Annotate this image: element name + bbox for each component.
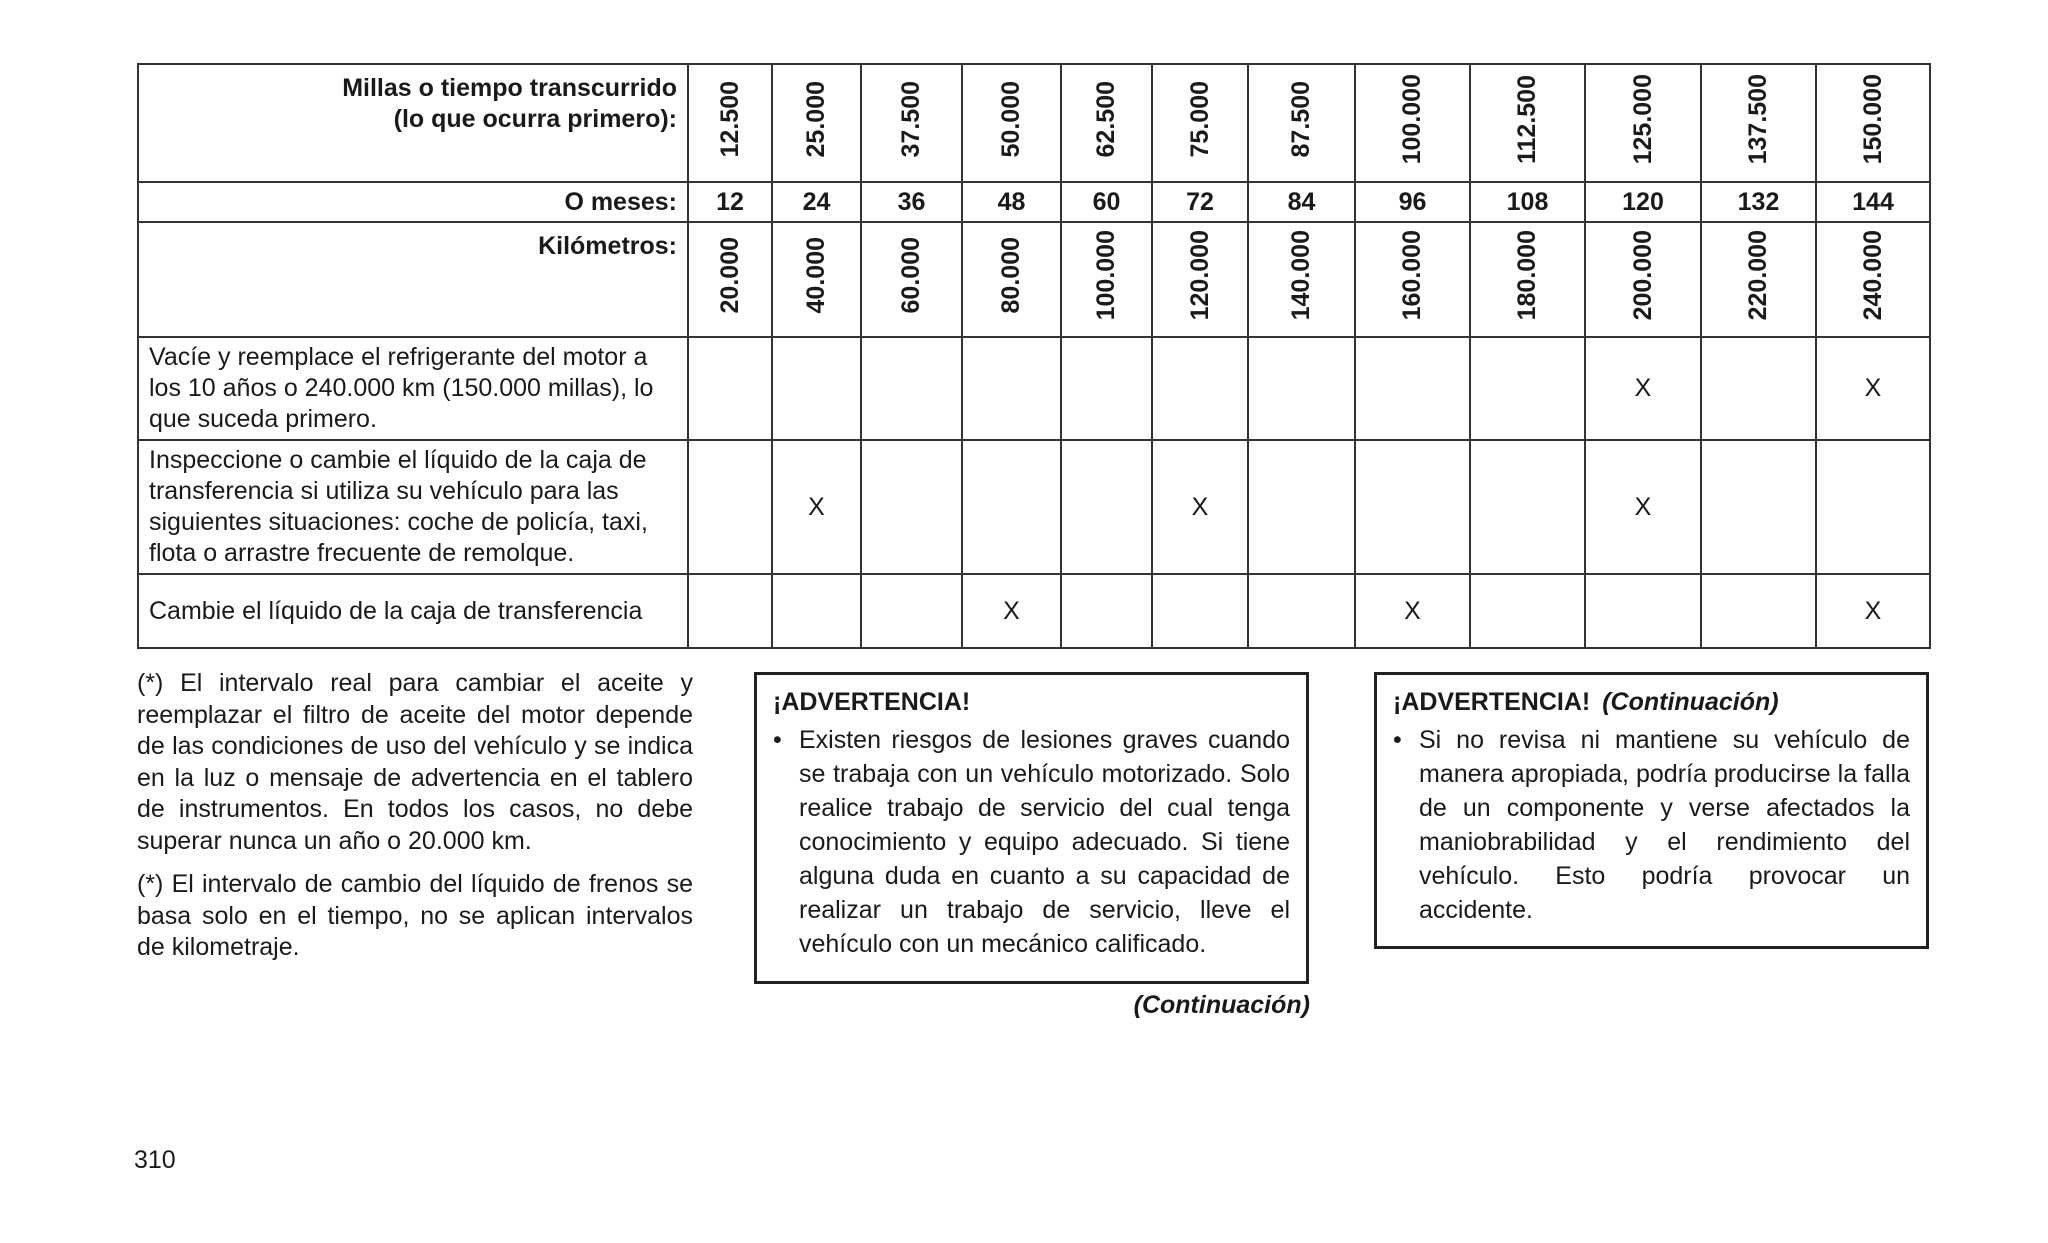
page-number: 310 [134,1146,176,1174]
km-cell [1061,222,1152,337]
service-mark: X [772,440,861,574]
miles-value: 100.000 [1398,73,1426,165]
km-cell [1248,222,1355,337]
km-value: 60.000 [897,237,925,314]
footnote-brake-fluid: (*) El intervalo de cambio del líquido de frenos se basa solo en el tiempo, no se aplican intervalos de kilometraje. [137,870,693,961]
miles-cell [1152,64,1248,182]
warning-box [754,672,1309,984]
service-mark [962,337,1061,440]
service-mark [1248,574,1355,648]
km-value: 220.000 [1744,230,1772,321]
service-mark [861,440,962,574]
service-mark [1816,440,1930,574]
months-value: 24 [772,182,861,222]
km-cell [1585,222,1701,337]
months-row [138,182,1930,222]
service-mark [1470,440,1585,574]
service-mark [1061,337,1152,440]
months-value: 12 [688,182,772,222]
service-mark [1701,440,1816,574]
km-cell [962,222,1061,337]
km-label: Kilómetros: [138,222,688,337]
miles-row [138,64,1930,182]
km-value: 180.000 [1513,230,1541,321]
km-value: 40.000 [802,237,830,314]
miles-value: 12.500 [715,80,744,158]
service-mark [1248,337,1355,440]
warning-text: Existen riesgos de lesiones graves cuando se trabaja con un vehículo motorizado. Solo realice trabajo de servicio del cual tenga conocimiento y equipo adecuado. Si tiene alguna duda en cuanto a su capacidad de realizar un trabajo de servicio, lleve el vehículo con un mecánico calificado. [799,726,1290,958]
miles-value: 112.500 [1513,74,1541,164]
service-mark [1248,440,1355,574]
service-mark [688,440,772,574]
service-mark [1061,440,1152,574]
miles-value: 62.500 [1092,80,1120,158]
miles-value: 137.500 [1744,73,1772,165]
miles-value: 75.000 [1185,80,1214,158]
warning-item [773,723,1290,961]
service-mark: X [1585,337,1701,440]
service-label: Vacíe y reemplace el refrigerante del motor a los 10 años o 240.000 km (150.000 millas), lo que suceda primero. [138,337,688,440]
service-mark [1470,337,1585,440]
km-cell [1355,222,1470,337]
bullet-icon: • [1393,726,1402,754]
miles-cell [1061,64,1152,182]
months-value: 132 [1701,182,1816,222]
warning-title-suffix: (Continuación) [1602,688,1779,716]
bullet-icon: • [773,726,782,754]
km-value: 120.000 [1185,230,1214,321]
km-row [138,222,1930,337]
months-value: 144 [1816,182,1930,222]
service-mark [1701,574,1816,648]
service-mark: X [1816,337,1930,440]
miles-cell [1816,64,1930,182]
service-mark [861,574,962,648]
miles-cell [1585,64,1701,182]
months-value: 84 [1248,182,1355,222]
km-cell [1816,222,1930,337]
miles-value: 150.000 [1858,73,1887,165]
km-cell [861,222,962,337]
miles-value: 37.500 [897,80,925,158]
km-value: 240.000 [1858,230,1887,321]
warning-continued-title [1393,685,1910,719]
km-cell [688,222,772,337]
service-mark: X [1355,574,1470,648]
service-mark [688,574,772,648]
miles-cell [772,64,861,182]
service-mark: X [1152,440,1248,574]
km-cell [1152,222,1248,337]
miles-cell [1470,64,1585,182]
km-value: 160.000 [1398,230,1426,321]
miles-cell [962,64,1061,182]
service-mark: X [1585,440,1701,574]
footnote-oil-interval: (*) El intervalo real para cambiar el aceite y reemplazar el filtro de aceite del motor depende de las condiciones de uso del vehículo y se indica en la luz o mensaje de advertencia en el tablero de instrumentos. En todos los casos, no debe superar nunca un año o 20.000 km. [137,669,693,855]
service-mark [1470,574,1585,648]
maintenance-schedule-table [137,63,1931,649]
km-value: 80.000 [997,237,1025,314]
warning-text: Si no revisa ni mantiene su vehículo de manera apropiada, podría producirse la falla de un componente y verse afectados la maniobrabilidad y el rendimiento del vehículo. Esto podría provocar un accidente. [1419,726,1910,924]
miles-cell [861,64,962,182]
km-cell [1470,222,1585,337]
months-value: 72 [1152,182,1248,222]
service-label: Cambie el líquido de la caja de transferencia [138,574,688,648]
service-mark [962,440,1061,574]
km-value: 140.000 [1287,230,1315,321]
service-mark: X [1816,574,1930,648]
service-mark: X [962,574,1061,648]
months-value: 60 [1061,182,1152,222]
months-value: 48 [962,182,1061,222]
km-cell [1701,222,1816,337]
warning-title: ¡ADVERTENCIA! [773,688,971,716]
service-mark [1701,337,1816,440]
km-cell [772,222,861,337]
continuation-label: (Continuación) [1133,991,1310,1019]
months-value: 120 [1585,182,1701,222]
service-mark [1355,337,1470,440]
service-mark [1585,574,1701,648]
km-value: 200.000 [1628,230,1657,321]
miles-value: 125.000 [1628,73,1657,165]
service-mark [772,574,861,648]
miles-value: 25.000 [802,80,830,158]
miles-cell [1355,64,1470,182]
service-row [138,574,1930,648]
service-mark [1152,574,1248,648]
miles-value: 87.500 [1287,80,1315,158]
miles-cell [688,64,772,182]
miles-value: 50.000 [997,80,1025,158]
km-value: 20.000 [715,237,744,314]
service-mark [1355,440,1470,574]
service-mark [861,337,962,440]
months-value: 96 [1355,182,1470,222]
service-mark [772,337,861,440]
km-value: 100.000 [1092,230,1120,321]
months-value: 108 [1470,182,1585,222]
warning-item [1393,723,1910,927]
service-mark [688,337,772,440]
miles-cell [1248,64,1355,182]
miles-cell [1701,64,1816,182]
footnotes [137,668,693,976]
miles-label: Millas o tiempo transcurrido (lo que ocurra primero): [138,64,688,182]
warning-title-text: ¡ADVERTENCIA! [1393,688,1591,716]
service-row [138,440,1930,574]
service-mark [1152,337,1248,440]
warning-continued-box [1374,672,1929,949]
service-label: Inspeccione o cambie el líquido de la caja de transferencia si utiliza su vehículo para las siguientes situaciones: coche de policía, taxi, flota o arrastre frecuente de remolque. [138,440,688,574]
service-row [138,337,1930,440]
months-label: O meses: [138,182,688,222]
months-value: 36 [861,182,962,222]
service-mark [1061,574,1152,648]
